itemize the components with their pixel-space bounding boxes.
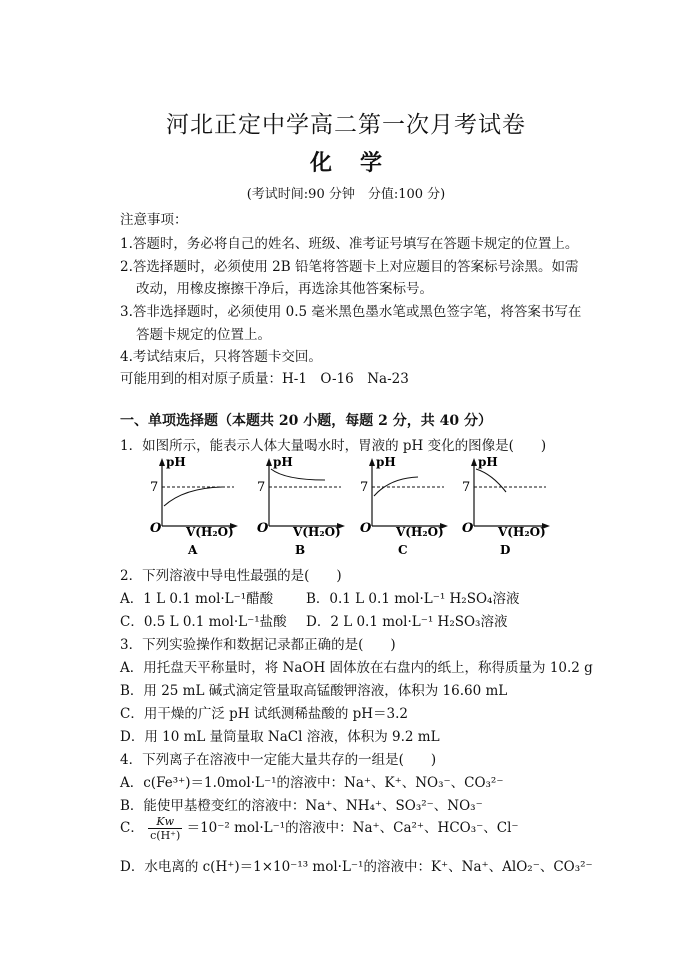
graph-d-xlabel: V(H₂O) <box>498 525 546 539</box>
kw-fraction <box>148 815 182 842</box>
section-heading: 一、单项选择题（本题共 20 小题，每题 2 分，共 40 分） <box>120 413 492 429</box>
graph-a-xlabel: V(H₂O) <box>186 525 234 539</box>
q2-option-d: D．2 L 0.1 mol·L⁻¹ H₂SO₃溶液 <box>306 614 508 630</box>
exam-info: (考试时间:90 分钟 分值:100 分) <box>246 187 446 202</box>
graph-a-svg <box>150 454 240 559</box>
exam-title: 河北正定中学高二第一次月考试卷 <box>166 112 526 138</box>
kw-denominator: c(H⁺) <box>150 829 181 842</box>
q2-option-b: B．0.1 L 0.1 mol·L⁻¹ H₂SO₄溶液 <box>306 591 520 607</box>
graph-c-tick: 7 <box>360 480 369 495</box>
graph-a-label: A <box>188 543 198 557</box>
note-item-3: 3.答非选择题时，必须使用 0.5 毫米黑色墨水笔或黑色签字笔，将答案书写在 <box>120 304 582 320</box>
q2-option-a: A．1 L 0.1 mol·L⁻¹醋酸 <box>120 591 274 607</box>
subject-title: 化学 <box>309 150 410 176</box>
graph-c-xlabel: V(H₂O) <box>396 525 444 539</box>
q3-stem: 3．下列实验操作和数据记录都正确的是( ) <box>120 637 396 653</box>
q3-option-b: B．用 25 mL 碱式滴定管量取高锰酸钾溶液，体积为 16.60 mL <box>120 683 508 699</box>
q3-option-d: D．用 10 mL 量筒量取 NaCl 溶液，体积为 9.2 mL <box>120 729 440 745</box>
graph-d-ylabel: pH <box>478 455 498 469</box>
graph-c <box>360 454 450 563</box>
q2-stem: 2．下列溶液中导电性最强的是( ) <box>120 568 342 584</box>
graph-c-label: C <box>398 543 408 557</box>
q4-option-c <box>120 815 519 842</box>
atomic-masses: 可能用到的相对原子质量：H-1 O-16 Na-23 <box>120 371 409 387</box>
notes-heading: 注意事项： <box>120 212 188 228</box>
q4-option-d: D．水电离的 c(H⁺)＝1×10⁻¹³ mol·L⁻¹的溶液中：K⁺、Na⁺、AlO₂⁻、CO₃²⁻ <box>120 859 593 875</box>
note-item-1: 1.答题时，务必将自己的姓名、班级、准考证号填写在答题卡规定的位置上。 <box>120 236 579 252</box>
q4-option-c-rest: ＝10⁻² mol·L⁻¹的溶液中：Na⁺、Ca²⁺、HCO₃⁻、Cl⁻ <box>186 820 519 836</box>
note-item-3-cont: 答题卡规定的位置上。 <box>136 327 271 343</box>
graph-c-origin: O <box>360 521 372 536</box>
q4-option-c-prefix: C． <box>120 820 144 836</box>
note-item-2: 2.答选择题时，必须使用 2B 铅笔将答题卡上对应题目的答案标号涂黑。如需 <box>120 259 579 275</box>
graph-d-origin: O <box>462 521 474 536</box>
note-item-2-cont: 改动，用橡皮擦擦干净后，再选涂其他答案标号。 <box>136 281 433 297</box>
kw-numerator: Kw <box>148 815 182 829</box>
q4-stem: 4．下列离子在溶液中一定能大量共存的一组是( ) <box>120 752 437 768</box>
graph-b-svg <box>257 454 347 559</box>
graph-c-svg <box>360 454 450 559</box>
graph-b-xlabel: V(H₂O) <box>293 525 341 539</box>
graph-b-tick: 7 <box>257 480 266 495</box>
graph-c-ylabel: pH <box>376 455 396 469</box>
graph-d <box>462 454 552 563</box>
graph-a-ylabel: pH <box>166 455 186 469</box>
graph-b-origin: O <box>257 521 269 536</box>
graph-a-tick: 7 <box>150 480 159 495</box>
q3-option-a: A．用托盘天平称量时，将 NaOH 固体放在右盘内的纸上，称得质量为 10.2 g <box>120 660 593 676</box>
graph-b <box>257 454 347 563</box>
note-item-4: 4.考试结束后，只将答题卡交回。 <box>120 349 322 365</box>
q4-option-a: A．c(Fe³⁺)＝1.0mol·L⁻¹的溶液中：Na⁺、K⁺、NO₃⁻、CO₃²⁻ <box>120 775 504 791</box>
graph-d-svg <box>462 454 552 559</box>
graph-a-origin: O <box>150 521 162 536</box>
graph-b-label: B <box>295 543 306 557</box>
q4-option-b: B．能使甲基橙变红的溶液中：Na⁺、NH₄⁺、SO₃²⁻、NO₃⁻ <box>120 798 483 814</box>
graph-a <box>150 454 240 563</box>
q3-option-c: C．用干燥的广泛 pH 试纸测稀盐酸的 pH＝3.2 <box>120 706 409 722</box>
graph-d-label: D <box>500 543 511 557</box>
q2-option-c: C．0.5 L 0.1 mol·L⁻¹盐酸 <box>120 614 287 630</box>
graph-d-tick: 7 <box>462 480 471 495</box>
q1-stem: 1．如图所示，能表示人体大量喝水时，胃液的 pH 变化的图像是( ) <box>120 438 547 454</box>
graph-b-ylabel: pH <box>273 455 293 469</box>
